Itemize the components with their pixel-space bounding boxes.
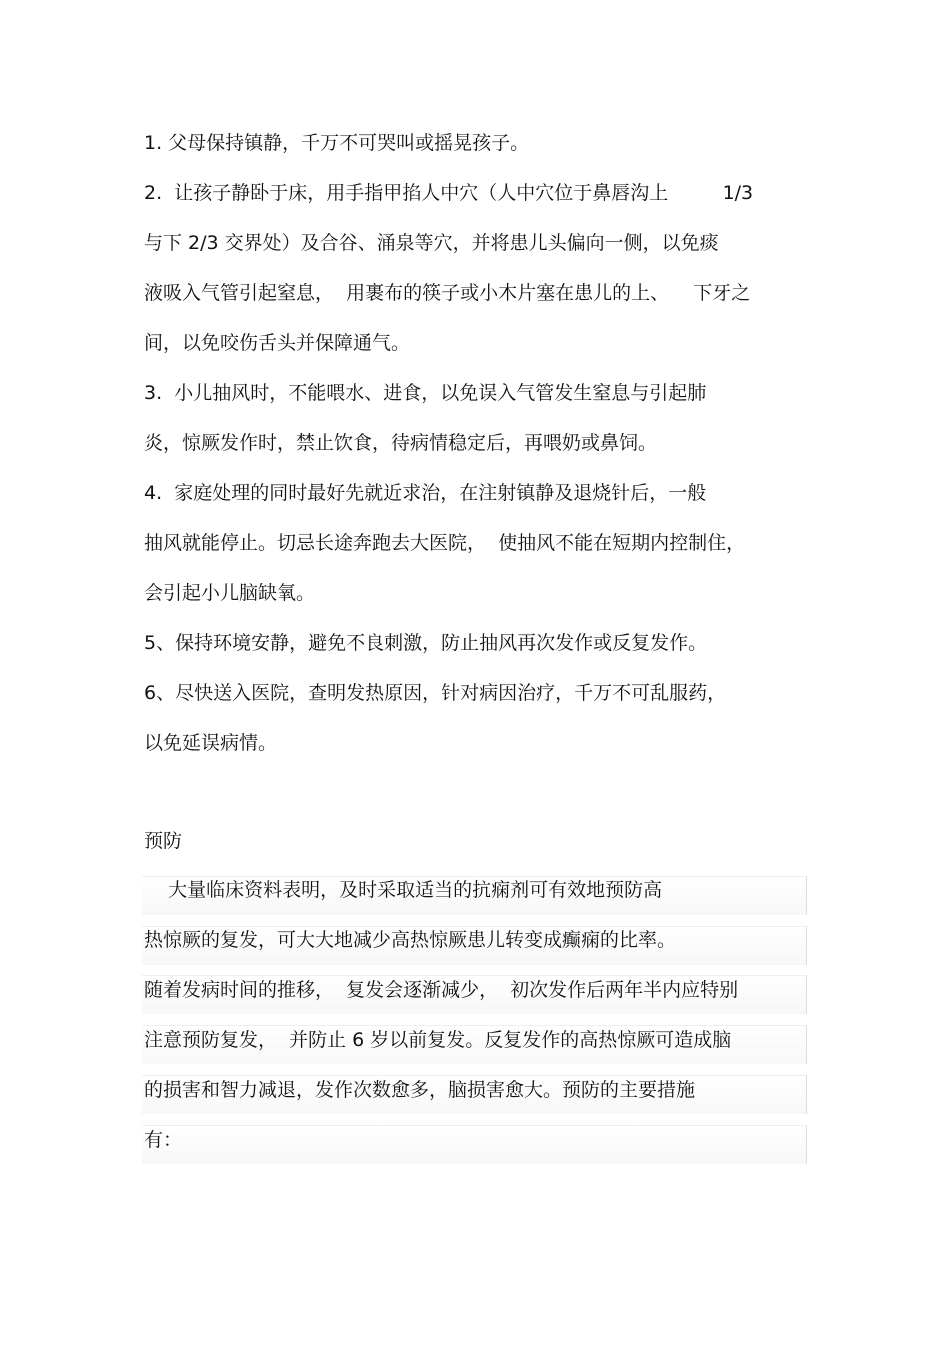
text-line: 2. 让孩子静卧于床，用手指甲掐人中穴（人中穴位于鼻唇沟上 1/3 xyxy=(144,182,754,204)
text-line: 炎，惊厥发作时，禁止饮食，待病情稳定后，再喂奶或鼻饲。 xyxy=(144,432,658,454)
prevention-line: 大量临床资料表明，及时采取适当的抗痫剂可有效地预防高 xyxy=(144,879,663,901)
prevention-line: 热惊厥的复发，可大大地减少高热惊厥患儿转变成癫痫的比率。 xyxy=(144,929,677,951)
prevention-row-bg xyxy=(142,1125,807,1164)
prevention-line: 注意预防复发， 并防止 6 岁以前复发。反复发作的高热惊厥可造成脑 xyxy=(144,1029,732,1051)
text-line: 间，以免咬伤舌头并保障通气。 xyxy=(144,332,411,354)
text-line: 5、保持环境安静，避免不良刺激，防止抽风再次发作或反复发作。 xyxy=(144,632,708,654)
text-line: 会引起小儿脑缺氧。 xyxy=(144,582,316,604)
text-line: 抽风就能停止。切忌长途奔跑去大医院， 使抽风不能在短期内控制住， xyxy=(144,532,746,554)
text-line: 与下 2/3 交界处）及合谷、涌泉等穴，并将患儿头偏向一侧，以免痰 xyxy=(144,232,719,254)
text-line: 6、尽快送入医院，查明发热原因，针对病因治疗，千万不可乱服药， xyxy=(144,682,727,704)
prevention-line: 有： xyxy=(144,1129,183,1151)
section-heading: 预防 xyxy=(144,830,183,852)
text-line: 3. 小儿抽风时，不能喂水、进食，以免误入气管发生窒息与引起肺 xyxy=(144,382,707,404)
text-line: 以免延误病情。 xyxy=(144,732,278,754)
text-line: 液吸入气管引起窒息， 用裹布的筷子或小木片塞在患儿的上、 下牙之 xyxy=(144,282,751,304)
prevention-line: 随着发病时间的推移， 复发会逐渐减少， 初次发作后两年半内应特别 xyxy=(144,979,739,1001)
text-line: 4. 家庭处理的同时最好先就近求治，在注射镇静及退烧针后，一般 xyxy=(144,482,707,504)
text-line: 1. 父母保持镇静，千万不可哭叫或摇晃孩子。 xyxy=(144,132,530,154)
prevention-line: 的损害和智力减退，发作次数愈多，脑损害愈大。预防的主要措施 xyxy=(144,1079,696,1101)
